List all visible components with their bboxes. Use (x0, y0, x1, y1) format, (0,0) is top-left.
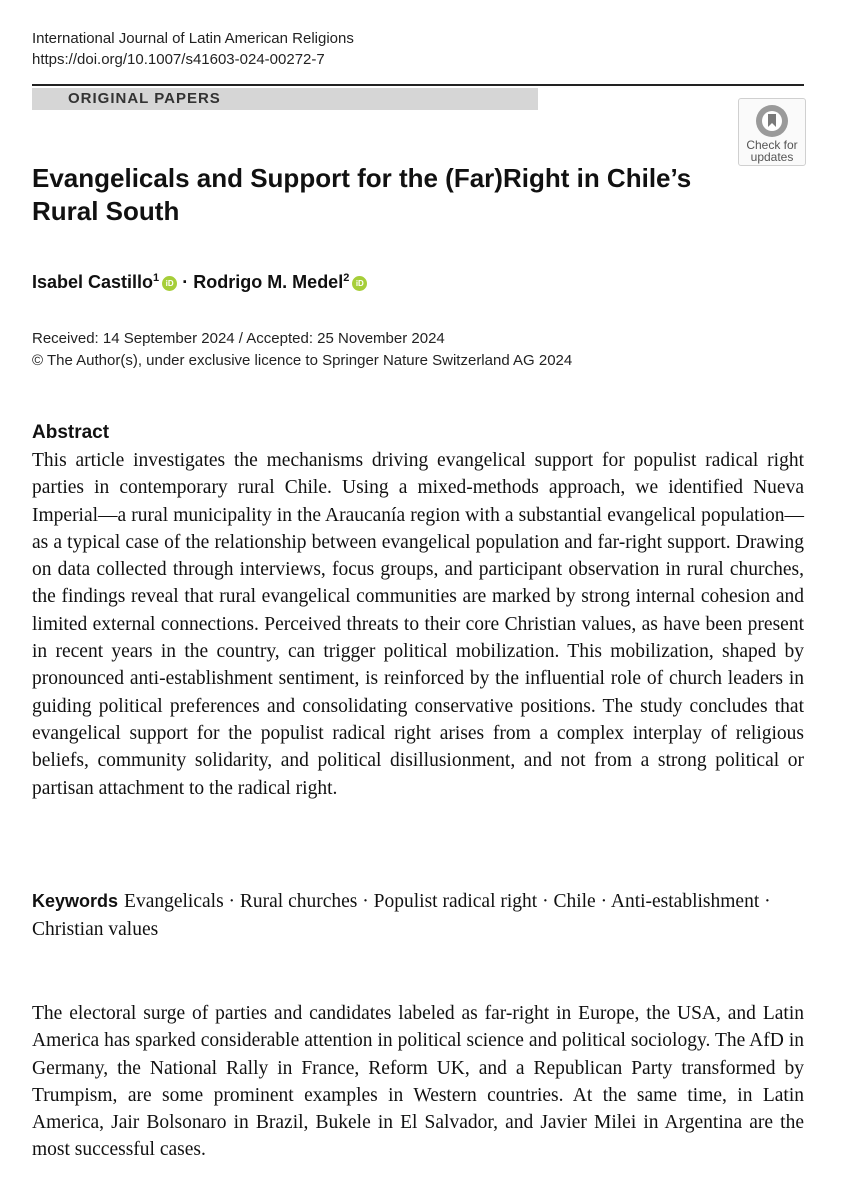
body-paragraph: The electoral surge of parties and candidates labeled as far-right in Europe, the USA, and Latin America has sparked considerable attention in political science and political sociology. The AfD in Germany, the National Rally in France, Reform UK, and a Republican Party transformed by Trumpism, are some prominent examples in Western countries. At the same time, in Latin America, Jair Bolsonaro in Brazil, Bukele in El Salvador, and Javier Milei in Argentina are the most successful cases. (32, 1003, 804, 1161)
author-name[interactable]: Isabel Castillo (32, 272, 154, 292)
author-affiliation: 1 (153, 272, 160, 284)
abstract-heading: Abstract (32, 422, 110, 443)
section-label: ORIGINAL PAPERS (68, 90, 221, 107)
doi-link[interactable]: https://doi.org/10.1007/s41603-024-00272-7 (32, 51, 325, 68)
author-list (32, 266, 367, 294)
check-updates-line1: Check for (746, 138, 798, 152)
keywords (32, 888, 804, 943)
abstract-text: This article investigates the mechanisms driving evangelical support for populist radical right parties in contemporary rural Chile. Using a mixed-methods approach, we identified Nueva Imperial—a rural municipality in the Araucanía region with a substantial evangelical population—as a typical case of the relationship between evangelical population and far-right support. Drawing on data collected through interviews, focus groups, and participant observation in rural churches, the findings reveal that rural evangelical communities are marked by strong internal cohesion and limited external connections. Perceived threats to their core Christian values, as have been present in recent years in the country, can trigger political mobilization. This mobilization, shaped by pronounced anti-establishment sentiment, is reinforced by the influential role of church leaders in guiding political preferences and consolidating conservative positions. The study concludes that evangelical support for the populist radical right arises from a complex interplay of religious beliefs, community solidarity, and political disillusionment, and not from a strong political or partisan attachment to the radical right. (32, 450, 804, 799)
check-for-updates-badge[interactable] (738, 98, 806, 166)
copyright-notice: © The Author(s), under exclusive licence to Springer Nature Switzerland AG 2024 (32, 352, 573, 369)
journal-header (32, 28, 354, 70)
article-title: Evangelicals and Support for the (Far)Right in Chile’s Rural South (32, 163, 692, 226)
header-rule (32, 84, 804, 86)
section-bar (32, 88, 538, 110)
author-name[interactable]: Rodrigo M. Medel (193, 272, 344, 292)
author-affiliation: 2 (343, 272, 350, 284)
keywords-text: Evangelicals · Rural churches · Populist radical right · Chile · Anti-establishment · Christian values (32, 891, 771, 940)
author-separator: · (182, 272, 189, 292)
orcid-icon[interactable]: iD (162, 276, 177, 291)
orcid-icon[interactable]: iD (352, 276, 367, 291)
journal-name: International Journal of Latin American Religions (32, 30, 354, 47)
check-updates-line2: updates (750, 150, 794, 164)
check-updates-icon (754, 103, 790, 139)
keywords-label: Keywords (32, 891, 119, 911)
received-accepted: Received: 14 September 2024 / Accepted: 25 November 2024 (32, 330, 445, 347)
article-dates (32, 328, 572, 372)
